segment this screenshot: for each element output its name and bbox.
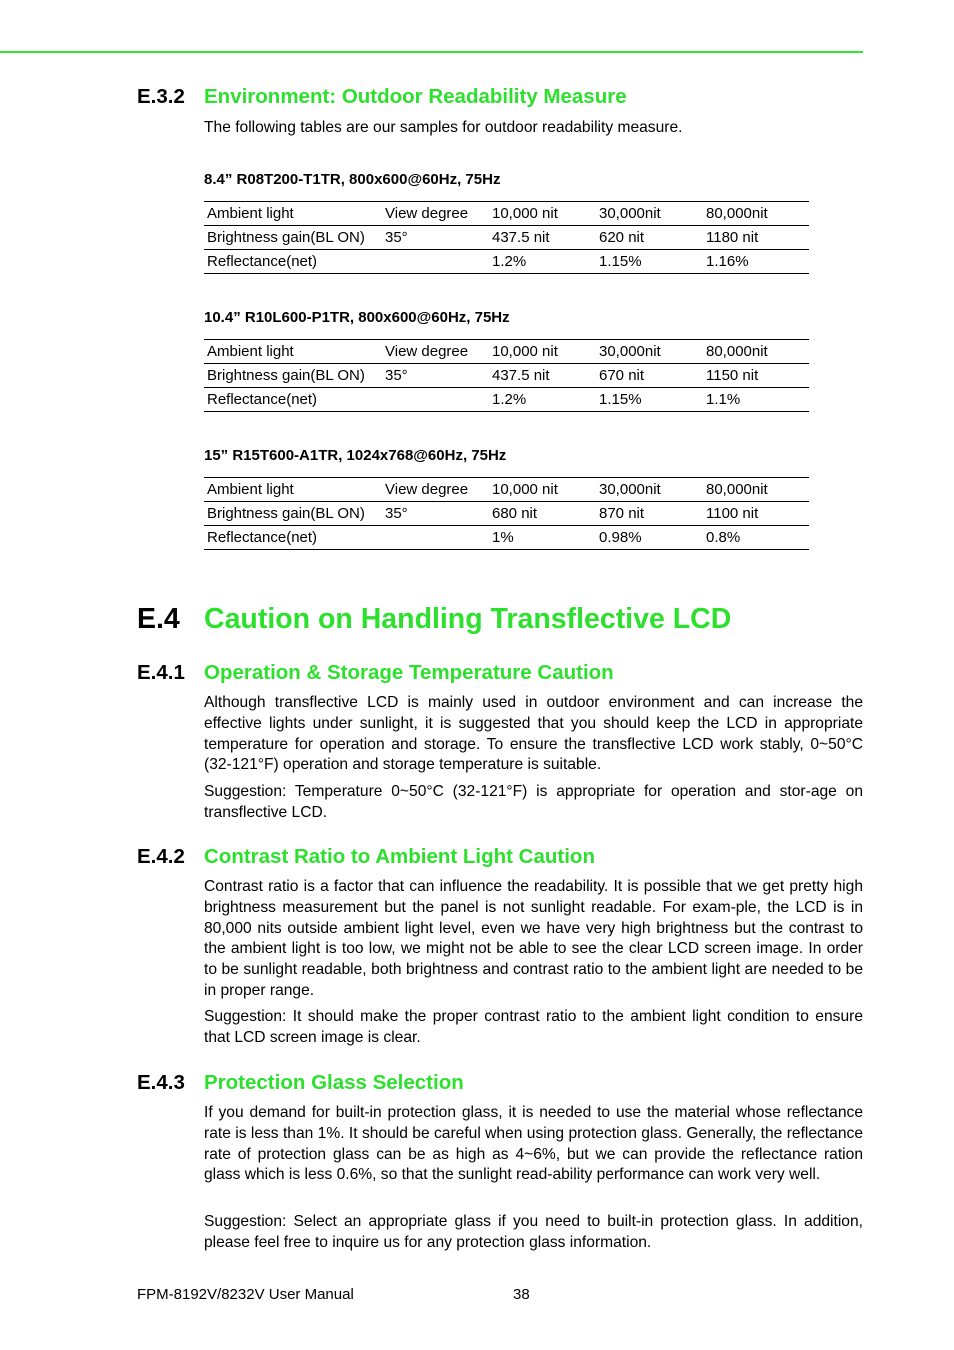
table-cell: 1.2%	[489, 388, 596, 412]
table-cell: 0.8%	[703, 526, 809, 550]
table-row	[204, 250, 809, 274]
table-cell: 437.5 nit	[489, 226, 596, 250]
paragraph: If you demand for built-in protection glass, it is needed to use the material whose reflectance rate is less than 1%. It should be careful when using protection glass. Generally, the reflectance rate of protection glass can be as high as 4~6%, but we can provide the reflectance ration glass which is less 0.6%, so that the sunlight read-ability performance can work very well.	[204, 1104, 863, 1184]
table-cell: 30,000nit	[596, 478, 703, 502]
table-cell	[382, 250, 489, 274]
table-cell: View degree	[382, 478, 489, 502]
paragraph: Contrast ratio is a factor that can influence the readability. It is possible that we get pretty high brightness measurement but the panel is not sunlight readable. For exam-ple, the LCD is in 80,000 nits outside ambient light level, even we have very high brightness but the contrast to the ambient light is too low, we might not be able to see the clear LCD screen image. In order to be sunlight readable, both brightness and contrast ratio to the ambient light are needed to be in proper range.	[204, 878, 863, 999]
section-number: E.4	[137, 603, 180, 635]
table-row	[204, 502, 809, 526]
section-heading-e42	[137, 845, 595, 869]
table-row	[204, 388, 809, 412]
table-cell: 10,000 nit	[489, 478, 596, 502]
table-cell: 80,000nit	[703, 340, 809, 364]
table-cell: 1.15%	[596, 250, 703, 274]
table-caption: 8.4” R08T200-T1TR, 800x600@60Hz, 75Hz	[204, 171, 501, 188]
table-cell: Brightness gain(BL ON)	[204, 226, 382, 250]
table-cell: 35°	[382, 226, 489, 250]
section-title: Operation & Storage Temperature Caution	[204, 661, 614, 684]
paragraph: Suggestion: Temperature 0~50°C (32-121°F) is appropriate for operation and stor-age on transflective LCD.	[204, 783, 863, 821]
table-cell: 437.5 nit	[489, 364, 596, 388]
table-cell: Ambient light	[204, 478, 382, 502]
table-row	[204, 478, 809, 502]
table-cell: Brightness gain(BL ON)	[204, 502, 382, 526]
table-cell: 1150 nit	[703, 364, 809, 388]
readability-table	[204, 477, 809, 550]
table-cell: 1180 nit	[703, 226, 809, 250]
table-row	[204, 526, 809, 550]
paragraph: Although transflective LCD is mainly used in outdoor environment and can increase the effective lights under sunlight, it is suggested that you should keep the LCD in appropriate temperature for operation and storage. To ensure the transflective LCD work stably, 0~50°C (32-121°F) operation and storage temperature is suitable.	[204, 694, 863, 774]
table-cell: 35°	[382, 502, 489, 526]
paragraph: Suggestion: Select an appropriate glass if you need to built-in protection glass. In addition, please feel free to inquire us for any protection glass information.	[204, 1213, 863, 1251]
table-cell: 1.16%	[703, 250, 809, 274]
table-cell: 80,000nit	[703, 478, 809, 502]
table-cell: Ambient light	[204, 202, 382, 226]
paragraph: Suggestion: It should make the proper contrast ratio to the ambient light condition to ensure that LCD screen image is clear.	[204, 1008, 863, 1046]
table-cell: 10,000 nit	[489, 202, 596, 226]
table-cell: 30,000nit	[596, 202, 703, 226]
footer-manual-title: FPM-8192V/8232V User Manual	[137, 1286, 354, 1303]
table-cell: 30,000nit	[596, 340, 703, 364]
table-cell: 1.1%	[703, 388, 809, 412]
section-heading-e32	[137, 85, 627, 109]
table-row	[204, 364, 809, 388]
table-cell: 35°	[382, 364, 489, 388]
table-cell: Reflectance(net)	[204, 250, 382, 274]
table-cell	[382, 526, 489, 550]
readability-table	[204, 339, 809, 412]
table-row	[204, 226, 809, 250]
table-cell: Reflectance(net)	[204, 526, 382, 550]
section-title: Protection Glass Selection	[204, 1071, 464, 1094]
table-caption: 15” R15T600-A1TR, 1024x768@60Hz, 75Hz	[204, 447, 507, 464]
section-number: E.4.3	[137, 1071, 185, 1094]
table-cell: 1100 nit	[703, 502, 809, 526]
table-cell: 1.15%	[596, 388, 703, 412]
section-number: E.4.2	[137, 845, 185, 868]
chapter-heading-e4	[137, 603, 731, 636]
table-cell: 1%	[489, 526, 596, 550]
table-row	[204, 340, 809, 364]
table-cell: Ambient light	[204, 340, 382, 364]
table-cell: 870 nit	[596, 502, 703, 526]
table-cell: Brightness gain(BL ON)	[204, 364, 382, 388]
table-caption: 10.4” R10L600-P1TR, 800x600@60Hz, 75Hz	[204, 309, 510, 326]
table-cell: 670 nit	[596, 364, 703, 388]
table-cell: 680 nit	[489, 502, 596, 526]
readability-table	[204, 201, 809, 274]
table-cell: 10,000 nit	[489, 340, 596, 364]
table-cell: 0.98%	[596, 526, 703, 550]
table-cell	[382, 388, 489, 412]
table-cell: View degree	[382, 340, 489, 364]
intro-text: The following tables are our samples for outdoor readability measure.	[204, 119, 683, 136]
table-cell: 80,000nit	[703, 202, 809, 226]
header-rule	[0, 51, 863, 53]
table-cell: 620 nit	[596, 226, 703, 250]
section-title: Caution on Handling Transflective LCD	[204, 603, 732, 635]
section-heading-e43	[137, 1071, 464, 1095]
section-title: Environment: Outdoor Readability Measure	[204, 85, 627, 108]
table-cell: Reflectance(net)	[204, 388, 382, 412]
section-heading-e41	[137, 661, 614, 685]
page-number: 38	[513, 1286, 530, 1303]
table-row	[204, 202, 809, 226]
table-cell: 1.2%	[489, 250, 596, 274]
section-title: Contrast Ratio to Ambient Light Caution	[204, 845, 595, 868]
section-number: E.4.1	[137, 661, 185, 684]
table-cell: View degree	[382, 202, 489, 226]
section-number: E.3.2	[137, 85, 185, 108]
